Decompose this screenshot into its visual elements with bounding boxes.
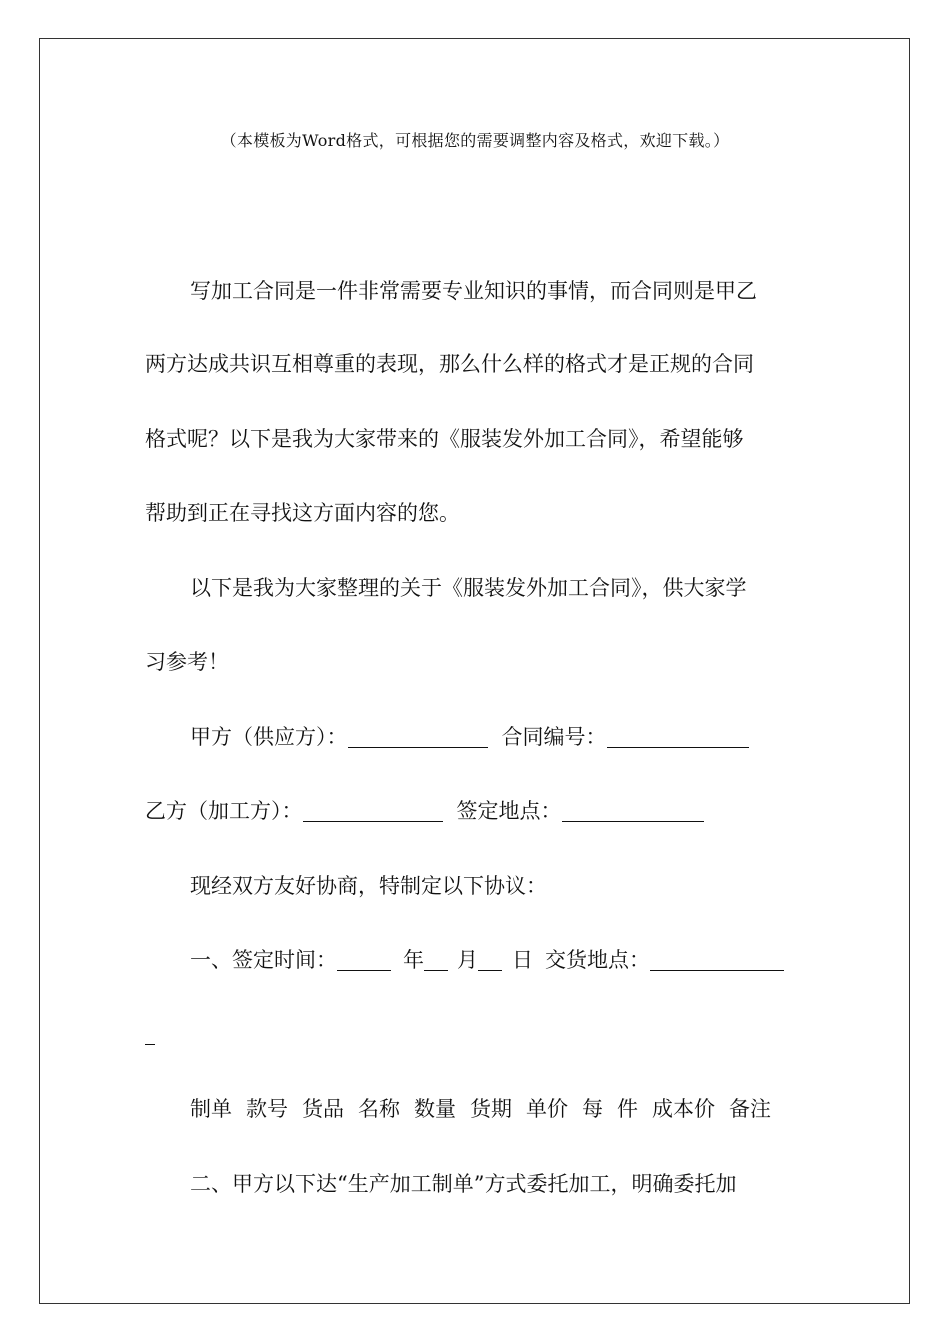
- party-b-blank[interactable]: [303, 820, 443, 822]
- intro2-line-1: 以下是我为大家整理的关于《服装发外加工合同》，供大家学: [190, 576, 747, 600]
- intro-line-1: 写加工合同是一件非常需要专业知识的事情，而合同则是甲乙: [190, 279, 757, 303]
- party-b-line: [145, 797, 704, 825]
- delivery-place-label: 交货地点：: [545, 948, 650, 972]
- header-cell: 成本价: [652, 1097, 715, 1121]
- table-header-row: [190, 1095, 771, 1123]
- sign-place-blank[interactable]: [562, 820, 704, 822]
- party-a-line: [190, 723, 749, 751]
- header-cell: 货期: [470, 1097, 512, 1121]
- party-b-label: 乙方（加工方）：: [145, 799, 303, 823]
- clause2-line: 二、甲方以下达“生产加工制单”方式委托加工，明确委托加: [190, 1172, 737, 1196]
- party-a-label: 甲方（供应方）：: [190, 725, 348, 749]
- day-blank[interactable]: [478, 969, 502, 971]
- delivery-place-blank[interactable]: [650, 969, 784, 971]
- clause1-line: [190, 946, 784, 974]
- header-cell: 制单: [190, 1097, 232, 1121]
- sign-time-label: 一、签定时间：: [190, 948, 337, 972]
- contract-no-label: 合同编号：: [501, 725, 607, 749]
- day-label: 日: [512, 948, 533, 972]
- intro2-line-2: 习参考！: [145, 650, 229, 674]
- template-note: （本模板为Word格式，可根据您的需要调整内容及格式，欢迎下载。）: [220, 131, 730, 150]
- header-cell: 货品: [302, 1097, 344, 1121]
- delivery-place-blank-continued: [145, 1020, 155, 1048]
- month-label: 月: [457, 948, 478, 972]
- intro-line-3: 格式呢？以下是我为大家带来的《服装发外加工合同》，希望能够: [145, 427, 744, 451]
- header-cell: 名称: [358, 1097, 400, 1121]
- contract-no-blank[interactable]: [607, 746, 749, 748]
- header-cell: 件: [617, 1097, 638, 1121]
- intro-line-4: 帮助到正在寻找这方面内容的您。: [145, 501, 460, 525]
- party-a-blank[interactable]: [348, 746, 488, 748]
- header-cell: 单价: [526, 1097, 568, 1121]
- header-cell: 每: [582, 1097, 603, 1121]
- agreement-line: 现经双方友好协商，特制定以下协议：: [190, 874, 547, 898]
- header-cell: 数量: [414, 1097, 456, 1121]
- year-label: 年: [403, 948, 424, 972]
- year-blank[interactable]: [337, 969, 391, 971]
- header-cell: 备注: [729, 1097, 771, 1121]
- intro-line-2: 两方达成共识互相尊重的表现，那么什么样的格式才是正规的合同: [145, 352, 754, 376]
- sign-place-label: 签定地点：: [456, 799, 562, 823]
- header-cell: 款号: [246, 1097, 288, 1121]
- month-blank[interactable]: [424, 969, 448, 971]
